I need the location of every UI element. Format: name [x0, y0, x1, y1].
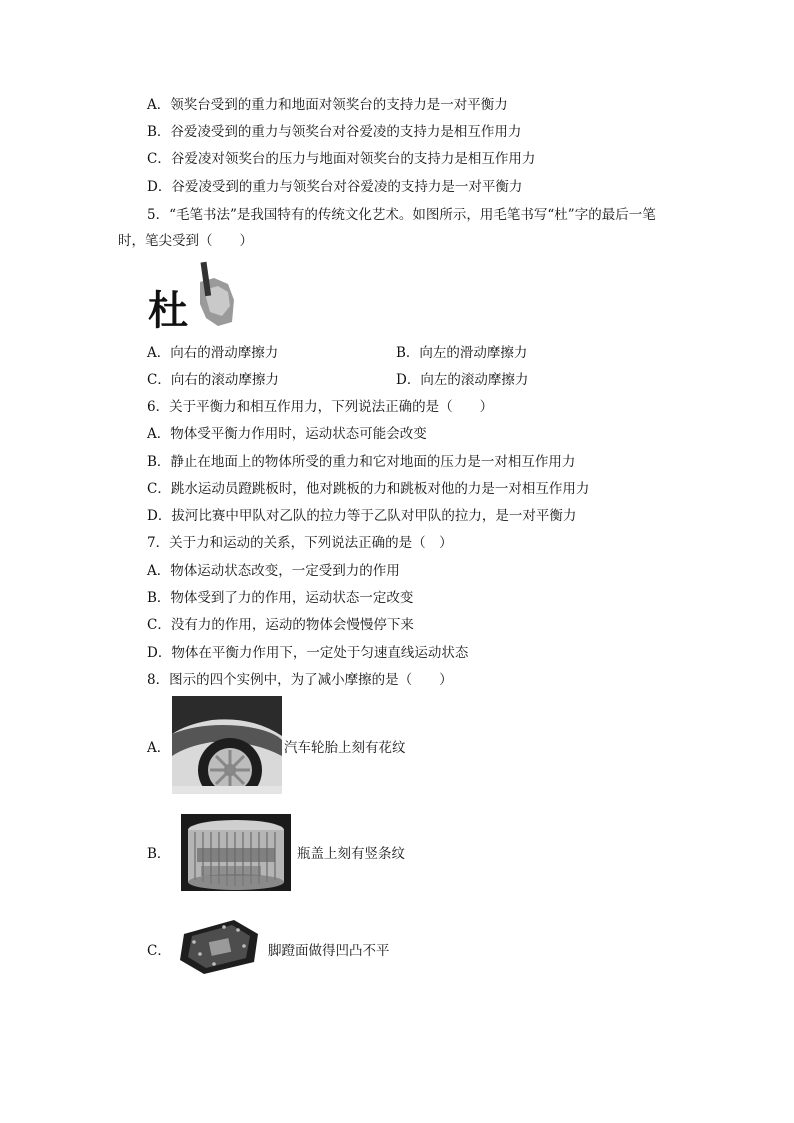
- q8-option-b-label: B．: [147, 846, 171, 862]
- q5-option-a: A．向右的滑动摩擦力: [147, 345, 279, 361]
- q8-option-a-caption: 汽车轮胎上刻有花纹: [284, 740, 406, 756]
- q4-option-a: A．领奖台受到的重力和地面对领奖台的支持力是一对平衡力: [147, 97, 508, 113]
- q5-option-c: C．向右的滚动摩擦力: [147, 372, 279, 388]
- q6-option-b: B．静止在地面上的物体所受的重力和它对地面的压力是一对相互作用力: [147, 454, 576, 470]
- pedal-photo: [174, 912, 265, 980]
- q5-stem-line2: 时，笔尖受到（ ）: [118, 233, 253, 249]
- q8-stem: 8．图示的四个实例中，为了减小摩擦的是（ ）: [147, 672, 453, 688]
- q8-option-a-label: A．: [147, 740, 171, 756]
- calligraphy-character: 杜: [148, 287, 188, 330]
- q7-option-b: B．物体受到了力的作用，运动状态一定改变: [147, 590, 414, 606]
- q8-option-c-label: C．: [147, 943, 171, 959]
- q6-option-a: A．物体受平衡力作用时，运动状态可能会改变: [147, 426, 427, 442]
- q6-option-c: C．跳水运动员蹬跳板时，他对跳板的力和跳板对他的力是一对相互作用力: [147, 481, 590, 497]
- q6-stem: 6．关于平衡力和相互作用力，下列说法正确的是（ ）: [147, 399, 494, 415]
- q7-stem: 7．关于力和运动的关系，下列说法正确的是（ ）: [147, 535, 453, 551]
- bottle-cap-photo: [181, 814, 291, 891]
- q6-option-d: D．拔河比赛中甲队对乙队的拉力等于乙队对甲队的拉力，是一对平衡力: [147, 508, 577, 524]
- q4-option-d: D．谷爱凌受到的重力与领奖台对谷爱凌的支持力是一对平衡力: [147, 179, 523, 195]
- tire-photo: [172, 696, 282, 794]
- q4-option-c: C．谷爱凌对领奖台的压力与地面对领奖台的支持力是相互作用力: [147, 151, 536, 167]
- q7-option-d: D．物体在平衡力作用下，一定处于匀速直线运动状态: [147, 645, 469, 661]
- q4-option-b: B．谷爱凌受到的重力与领奖台对谷爱凌的支持力是相互作用力: [147, 124, 522, 140]
- q5-option-b: B．向左的滑动摩擦力: [396, 345, 528, 361]
- q5-option-d: D．向左的滚动摩擦力: [396, 372, 529, 388]
- q7-option-a: A．物体运动状态改变，一定受到力的作用: [147, 563, 400, 579]
- calligraphy-figure: [148, 260, 236, 330]
- q8-option-c-caption: 脚蹬面做得凹凸不平: [268, 943, 390, 959]
- q5-stem-line1: 5．“毛笔书法”是我国特有的传统文化艺术。如图所示，用毛笔书写“杜”字的最后一笔: [147, 207, 656, 223]
- q8-option-b-caption: 瓶盖上刻有竖条纹: [297, 846, 405, 862]
- q7-option-c: C．没有力的作用，运动的物体会慢慢停下来: [147, 617, 414, 633]
